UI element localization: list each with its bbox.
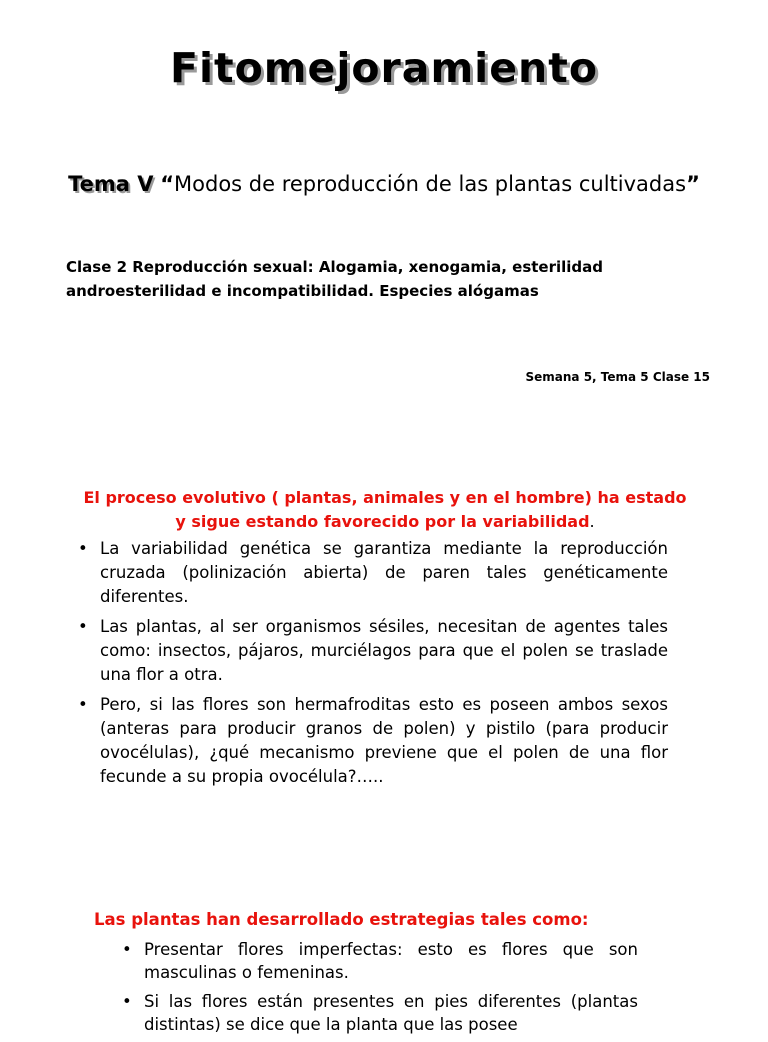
list-item: • Pero, si las flores son hermafroditas esto es poseen ambos sexos (anteras para producir granos de polen) y pistilo (para producir ovocélulas), ¿qué mecanismo previene que el polen de una flor fecunde a su propia ovocélula?…..: [76, 693, 668, 789]
variability-bullet-list: [76, 537, 668, 795]
intro-dot: .: [589, 512, 595, 531]
intro-paragraph: [80, 486, 690, 534]
tema-text: Modos de reproducción de las plantas cultivadas: [174, 172, 687, 196]
estrategias-heading: Las plantas han desarrollado estrategias tales como:: [94, 910, 589, 929]
estrategias-bullet-list: [120, 938, 638, 1042]
list-item: • Si las flores están presentes en pies diferentes (plantas distintas) se dice que la planta que las posee: [120, 990, 638, 1036]
document-title: Fitomejoramiento: [169, 44, 598, 92]
list-item: • Presentar flores imperfectas: esto es flores que son masculinas o femeninas.: [120, 938, 638, 984]
tema-close-quote: ”: [686, 172, 700, 196]
tema-open-quote: “: [160, 172, 175, 196]
clase-subtitle: Clase 2 Reproducción sexual: Alogamia, xenogamia, esterilidad androesterilidad e incompatibilidad. Especies alógamas: [66, 258, 604, 300]
tema-heading: [60, 170, 708, 199]
semana-label: Semana 5, Tema 5 Clase 15: [525, 370, 710, 384]
list-item: • La variabilidad genética se garantiza mediante la reproducción cruzada (polinización abierta) de paren tales genéticamente diferentes.: [76, 537, 668, 609]
intro-text: El proceso evolutivo ( plantas, animales y en el hombre) ha estado y sigue estando favorecido por la variabilidad: [83, 488, 687, 531]
tema-label: Tema V: [68, 172, 154, 196]
list-item: • Las plantas, al ser organismos sésiles, necesitan de agentes tales como: insectos, pájaros, murciélagos para que el polen se traslade una flor a otra.: [76, 615, 668, 687]
